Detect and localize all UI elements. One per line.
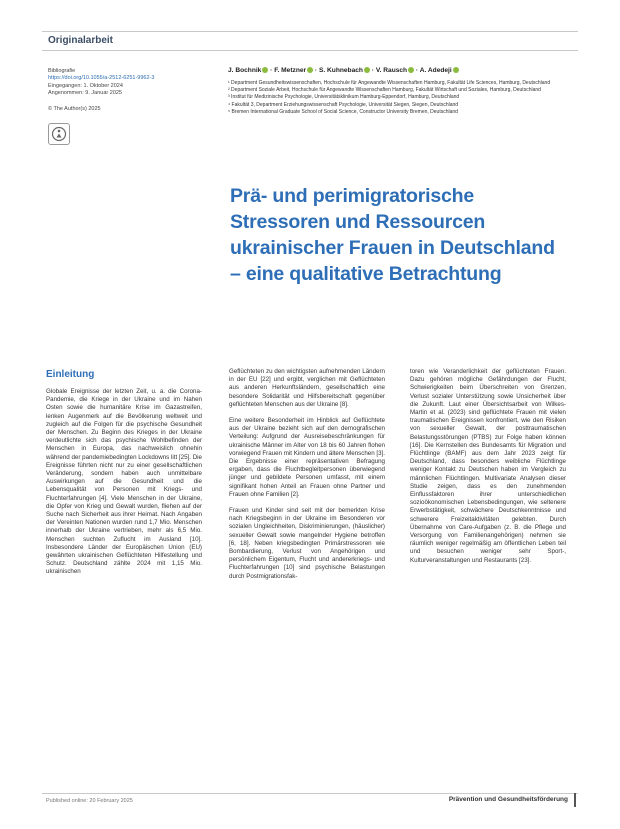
author-name[interactable]: S. Kuhnebach [318,67,363,74]
footer-rule [42,793,578,794]
footer-bar [574,793,576,807]
author-list: J. Bochnik · F. Metzner · S. Kuhnebach · V. Rausch · A. Adedeji [228,67,578,74]
author-name[interactable]: A. Adedeji [419,67,452,74]
accepted-date: Angenommen: 9. Januar 2025 [48,89,122,96]
orcid-icon[interactable] [307,67,313,73]
paragraph: Frauen und Kinder sind seit mit der bemerkten Krise nach Kriegsbeginn in der Ukraine im Besonderen vor sozialen Ungleichheiten, Diskriminierungen, (häuslicher) sexueller Gewalt sowie mangelnder Hygiene betroffen [6, 18]. Neben kriegsbedingten Primärstressoren wie Bombardierung, Verlust von Angehörigen und persönlichem Eigentum, Flucht und andererkriegs- und Fluchterfahrungen [10] sind psychische Belastungen durch Postmigrationsfak- [229,507,385,580]
copyright-notice: © The Author(s) 2025 [48,106,101,113]
orcid-icon[interactable] [262,67,268,73]
author-name[interactable]: V. Rausch [375,67,408,74]
author-name[interactable]: F. Metzner [274,67,307,74]
orcid-icon[interactable] [453,67,459,73]
text-column-3 [410,368,566,573]
article-meta [48,68,218,145]
received-date: Eingegangen: 1. Oktober 2024 [48,82,123,89]
orcid-icon[interactable] [408,67,414,73]
text-column-2 [229,368,385,589]
published-date: Published online: 20 February 2025 [46,798,133,804]
section-heading: Einleitung [46,369,95,380]
text-column-1 [46,368,202,585]
open-access-license-icon[interactable] [48,123,70,145]
paragraph: toren wie Veranderlichkeit der geflüchteten Frauen. Dazu gehören mögliche Gefährdungen der Flucht, Schwierigkeiten beim Überschreiten von Grenzen, Verlust sozialer Unterstützung sowie Unsicherheit über die Zukunft. Laut einer Übersichtsarbeit von Wilkes-Martin et al. (2023) sind geflüchtete Frauen mit vielen traumatischen Ereignissen konfrontiert, wie den Risiken von sexueller Gewalt, der posttraumatischen Belastungsstörungen (PTBS) zur Folge haben können [16]. Die Kernstellen des Bundesamts für Migration und Flüchtlinge (BAMF) aus dem Jahr 2023 zeigt für Deutschland, dass besonders weibliche Flüchtlinge weniger Kontakt zu Deutschen haben im Vergleich zu männlichen Flüchtlingen. Multivariate Analysen dieser Studie zeigen, dass es den zunehmenden Einflussfaktoren ihrer unterschiedlichen sozioökonomischen Lebensbedingungen, wie seltenere Erwerbstätigkeit, schwächere Deutschkenntnisse und schwerere Freizeitaktivitäten gelebten. Durch Übernahme von Care-Aufgaben (z. B. die Pflege und Versorgung von Familienangehörigen) nehmen sie räumlich weniger regelmäßig am öffentlichen Leben teil und besuchen weniger sehr Sport-, Kulturveranstaltungen und Restaurants [23]. [410,368,566,564]
affiliation-list [228,80,578,116]
header-rule [42,31,578,51]
author-name[interactable]: J. Bochnik [228,67,262,74]
affiliation-item: ² Department Soziale Arbeit, Hochschule für Angewandte Wissenschaften Hamburg, Fakultät Wirtschaft und Soziales, Hamburg, Deutschland [228,87,541,94]
doi-link[interactable]: https://doi.org/10.1055/a-2512-6251-9962-3 [48,75,155,82]
affiliation-item: ⁴ Fakultät 3, Department Erziehungswissenschaft Psychologie, Universität Siegen, Siegen, Deutschland [228,101,459,108]
paragraph: Globale Ereignisse der letzten Zeit, u. a. die Corona-Pandemie, die Kriege in der Ukraine und im Nahen Osten sowie die humanitäre Krise im Gazastreifen, lenken Augenmerk auf die Bevölkerung weltweit und zugleich auf die Folgen für die psychische Gesundheit der Menschen. Zu Beginn des Krieges in der Ukraine verdeutlichte sich das psychische Wohlbefinden der Menschen in Europa, das nachweislich ohnehin während der pandemiebedingten Lockdowns litt [25]. Die Ereignisse führten nicht nur zu einer gesellschaftlichen Veränderung, sondern haben auch unmittelbare Auswirkungen auf die Gesundheit und die Lebensqualität von Personen mit Kriegs- und Fluchterfahrungen [4]. Viele Menschen in der Ukraine, die Opfer von Krieg und Gewalt wurden, fliehen auf der Suche nach Sicherheit aus ihrer Heimat. Nach Angaben der Vereinten Nationen wurden rund 1,7 Mio. Menschen innerhalb der Ukraine vertrieben, mehr als 6,5 Mio. Menschen suchten Zuflucht im Ausland [10]. Insbesondere Länder der Europäischen Union (EU) gewährten ukrainischen Geflüchteten Hilfestellung und Schutz. Deutschland zählte 2024 mit 1,15 Mio. ukrainischen [46,388,202,576]
bibliography-label: Bibliografie [48,68,76,74]
article-title: Prä- und perimigratorische Stressoren und Ressourcen ukrainischer Frauen in Deutschland – eine qualitative Betrachtung [230,185,555,285]
affiliation-item: ¹ Department Gesundheitswissenschaften, Hochschule für Angewandte Wissenschaften Hamburg, Fakultät Life Sciences, Hamburg, Deutschland [228,80,551,86]
affiliation-item: ³ Institut für Medizinische Psychologie, Universitätsklinikum Hamburg-Eppendorf, Hamburg, Deutschland [228,94,460,101]
document-type-label: Originalarbeit [48,35,114,46]
affiliation-item: ⁵ Bremen International Graduate School of Social Science, Constructor University Bremen, Deutschland [228,108,458,115]
journal-name: Prävention und Gesundheitsförderung [448,796,568,803]
paragraph: Geflüchteten zu den wichtigsten aufnehmenden Ländern in der EU [22] und ergibt, verglichen mit Geflüchteten aus anderen Herkunftsländern, gesellschaftlich eine besondere Solidarität und Hilfsbereitschaft gegenüber geflüchteten Menschen aus der Ukraine [8]. [229,368,385,408]
orcid-icon[interactable] [364,67,370,73]
paragraph: Eine weitere Besonderheit im Hinblick auf Geflüchtete aus der Ukraine bezieht sich auf den demografischen Verteilung: Aufgrund der Ausreisebeschränkungen für ukrainische Männer im Alter von 18 bis 60 Jahren flohen vorwiegend Frauen mit Kindern und ältere Menschen [3]. Die Ergebnisse einer repräsentativen Befragung ergaben, dass die Fluchtbegleitpersonen überwiegend jünger und gebildete Personen umfasst, mit einem signifikant hohen Anteil an Frauen ohne Partner und Frauen ohne Familien [2]. [229,417,385,498]
